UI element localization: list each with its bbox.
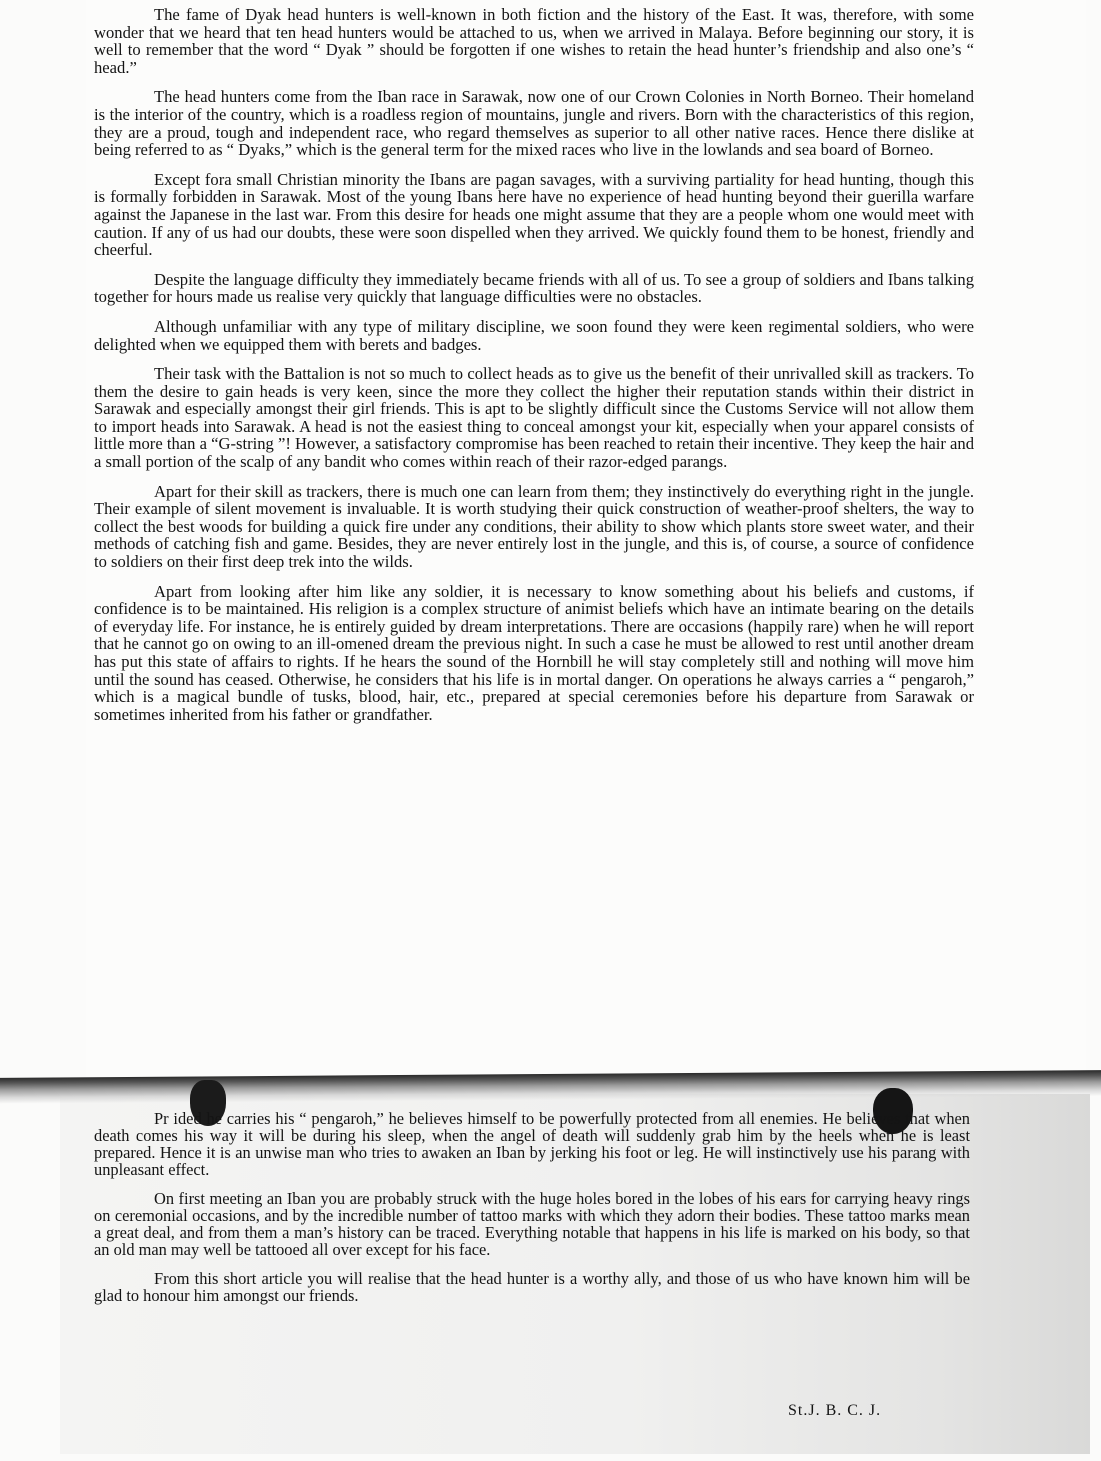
paragraph: Apart for their skill as trackers, there is much one can learn from them; they instinctively do everything right in the jungle. Their example of silent movement is invaluable. It is worth studying their quick construction of weather-proof shelters, the way to collect the best woods for building a quick fire under any conditions, their ability to show which plants store sweet water, and their methods of catching fish and game. Besides, they are never entirely lost in the jungle, and this is, of course, a source of confidence to soldiers on their first deep trek into the wilds. — [94, 481, 974, 572]
paragraph: On first meeting an Iban you are probably struck with the huge holes bored in the lobes of his ears for carrying heavy rings on ceremonial occasions, and by the incredible number of tattoo marks with which they adorn their bodies. These tattoo marks mean a great deal, and from them a man’s history can be traced. Everything notable that happens in his life is marked on his body, so that an old man may well be tattooed all over except for his face. — [94, 1189, 970, 1259]
paragraph: Apart from looking after him like any soldier, it is necessary to know something about his beliefs and customs, if confidence is to be maintained. His religion is a complex structure of animist beliefs which have an intimate bearing on the details of everyday life. For instance, he is entirely guided by dream interpretations. There are occasions (happily rare) when he will report that he cannot go on owing to an ill-omened dream the previous night. In such a case he must be allowed to rest until another dream has put this state of affairs to rights. If he hears the sound of the Hornbill he will stay completely still and nothing will move him until the sound has ceased. Otherwise, he considers that his life is in mortal danger. On operations he always carries a “ pengaroh,” which is a magical bundle of tusks, blood, hair, etc., prepared at special ceremonies before his departure from Sarawak or sometimes inherited from his father or grandfather. — [94, 581, 974, 724]
paragraph: Pr ided he carries his “ pengaroh,” he believes himself to be powerfully protected from all enemies. He believes that when death comes his way it will be during his sleep, when the angel of death will suddenly grab him by the heels when he is least prepared. Hence it is an unwise man who tries to awaken an Iban by jerking his foot or leg. He will instinctively use his parang with unpleasant effect. — [94, 1109, 970, 1179]
paragraph: Although unfamiliar with any type of military discipline, we soon found they were keen regimental soldiers, who were delighted when we equipped them with berets and badges. — [94, 316, 974, 354]
paragraph: The head hunters come from the Iban race in Sarawak, now one of our Crown Colonies in North Borneo. Their homeland is the interior of the country, which is a roadless region of mountains, jungle and rivers. Born with the characteristics of this region, they are a proud, tough and independent race, who regard themselves as superior to all other native races. Hence there dislike at being referred to as “ Dyaks,” which is the general term for the mixed races who live in the lowlands and sea board of Borneo. — [94, 87, 974, 160]
article-continuation — [94, 1110, 970, 1316]
paragraph: Their task with the Battalion is not so much to collect heads as to give us the benefit of their unrivalled skill as trackers. To them the desire to gain heads is very keen, since the more they collect the higher their reputation stands within their district in Sarawak and especially amongst their girl friends. This is apt to be slightly difficult since the Customs Service will not allow them to import heads into Sarawak. A head is not the easiest thing to conceal amongst your kit, especially when your apparel consists of little more than a “G-string ”! However, a satisfactory compromise has been reached to retain their incentive. They keep the hair and a small portion of the scalp of any bandit who comes within reach of their razor-edged parangs. — [94, 364, 974, 472]
author-signature: St.J. B. C. J. — [788, 1402, 882, 1419]
article-body — [94, 6, 974, 735]
paragraph: Except fora small Christian minority the Ibans are pagan savages, with a surviving partiality for head hunting, though this is formally forbidden in Sarawak. Most of the young Ibans here have no experience of head hunting beyond their guerilla warfare against the Japanese in the last war. From this desire for heads one might assume that they are a people whom one would meet with caution. If any of us had our doubts, these were soon dispelled when they arrived. We quickly found them to be honest, friendly and cheerful. — [94, 169, 974, 260]
paragraph: The fame of Dyak head hunters is well-known in both fiction and the history of the East. It was, therefore, with some wonder that we heard that ten head hunters would be attached to us, when we arrived in Malaya. Before beginning our story, it is well to remember that the word “ Dyak ” should be forgotten if one wishes to retain the head hunter’s friendship and also one’s “ head.” — [94, 5, 974, 77]
paragraph: Despite the language difficulty they immediately became friends with all of us. To see a group of soldiers and Ibans talking together for hours made us realise very quickly that language difficulties were no obstacles. — [94, 269, 974, 307]
paragraph: From this short article you will realise that the head hunter is a worthy ally, and those of us who have known him will be glad to honour him amongst our friends. — [94, 1269, 970, 1305]
